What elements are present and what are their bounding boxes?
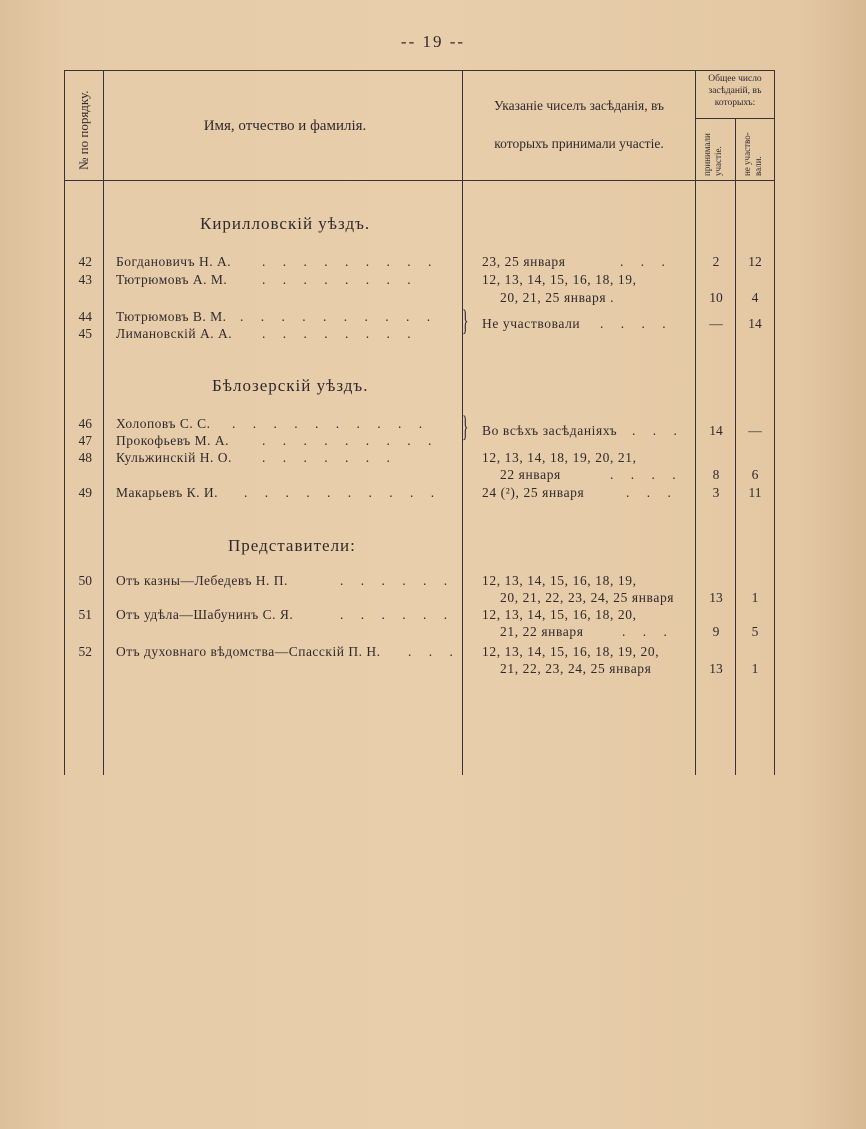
- row-dates-cont: 21, 22 января: [500, 624, 584, 639]
- row-name: Отъ казны—Лебедевъ Н. П.: [116, 573, 288, 588]
- row-name: Богдановичъ Н. А.: [116, 254, 232, 269]
- row-dates-cont: 21, 22, 23, 24, 25 января: [500, 661, 652, 676]
- row-name: Прокофьевъ М. А.: [116, 433, 230, 448]
- group-not-part: 14: [748, 316, 762, 331]
- header-col-total-line2: засѣданій, въ: [708, 86, 762, 96]
- row-number: 49: [78, 485, 92, 500]
- leader-dots: . . . . . . . . . .: [232, 416, 430, 431]
- col-divider-number: [103, 70, 104, 775]
- leader-dots: . . . . . .: [340, 573, 455, 588]
- row-took-part: 2: [712, 254, 720, 269]
- row-number: 44: [78, 309, 92, 324]
- leader-dots: . . .: [620, 254, 672, 269]
- row-not-part: 11: [748, 485, 762, 500]
- row-not-part: 1: [751, 661, 759, 676]
- row-name: Тютрюмовъ А. М.: [116, 272, 228, 287]
- leader-dots: . . . . . . . .: [262, 326, 418, 341]
- row-dates: 24 (²), 25 января: [482, 485, 585, 500]
- header-col-not-part: не участво- вали.: [742, 132, 763, 176]
- row-dates-cont: 20, 21, 25 января .: [500, 290, 615, 305]
- row-name: Отъ духовнаго вѣдомства—Спасскій П. Н.: [116, 644, 381, 659]
- row-took-part: 8: [712, 467, 720, 482]
- row-took-part: 13: [709, 661, 723, 676]
- leader-dots: . . . . . . . . .: [262, 433, 439, 448]
- section-title: Бѣлозерскій уѣздъ.: [212, 376, 369, 395]
- row-number: 43: [78, 272, 92, 287]
- row-dates-cont: 20, 21, 22, 23, 24, 25 января: [500, 590, 675, 605]
- row-not-part: 4: [751, 290, 759, 305]
- header-col-dates-line1: Указаніе чиселъ засѣданія, въ: [493, 98, 665, 113]
- row-number: 47: [78, 433, 92, 448]
- row-took-part: 9: [712, 624, 720, 639]
- row-number: 51: [78, 607, 92, 622]
- section-title: Кирилловскій уѣздъ.: [200, 214, 371, 233]
- row-number: 48: [78, 450, 92, 465]
- row-name: Кульжинскій Н. О.: [116, 450, 232, 465]
- leader-dots: . . . . . . . .: [262, 272, 418, 287]
- row-name: Макарьевъ К. И.: [116, 485, 219, 500]
- row-name: Отъ удѣла—Шабунинъ С. Я.: [116, 607, 294, 622]
- row-dates: 12, 13, 14, 15, 16, 18, 19,: [482, 272, 637, 287]
- row-number: 42: [78, 254, 92, 269]
- group-took-part: 14: [709, 423, 723, 438]
- group-note: Не участвовали: [482, 316, 581, 331]
- header-col-total-line3: которыхъ:: [714, 98, 756, 108]
- header-col-total-line1: Общее число: [708, 74, 762, 84]
- header-col-name: Имя, отчество и фамилія.: [203, 118, 367, 134]
- row-not-part: 1: [751, 590, 759, 605]
- leader-dots: . . .: [622, 624, 674, 639]
- leader-dots: . . . . . . .: [262, 450, 397, 465]
- section-title: Представители:: [228, 536, 356, 555]
- row-dates: 12, 13, 14, 15, 16, 18, 19, 20,: [482, 644, 660, 659]
- header-bottom-rule: [64, 180, 774, 181]
- row-dates: 12, 13, 14, 15, 16, 18, 20,: [482, 607, 637, 622]
- row-dates-cont: 22 января: [500, 467, 561, 482]
- row-number: 46: [78, 416, 92, 431]
- row-number: 45: [78, 326, 92, 341]
- leader-dots: . . . . . . . . .: [262, 254, 439, 269]
- row-name: Тютрюмовъ В. М.: [116, 309, 227, 324]
- table-top-rule: [64, 70, 774, 71]
- row-dates: 12, 13, 14, 18, 19, 20, 21,: [482, 450, 637, 465]
- leader-dots: . . .: [626, 485, 678, 500]
- leader-dots: . . . . . .: [340, 607, 455, 622]
- row-took-part: 3: [712, 485, 720, 500]
- row-dates: 23, 25 января: [482, 254, 566, 269]
- row-took-part: 13: [709, 590, 723, 605]
- row-dates: 12, 13, 14, 15, 16, 18, 19,: [482, 573, 637, 588]
- table-right-rule: [774, 70, 775, 775]
- leader-dots: . . . .: [610, 467, 683, 482]
- group-note: Во всѣхъ засѣданіяхъ: [482, 423, 618, 438]
- row-name: Лимановскій А. А.: [116, 326, 233, 341]
- header-col-took-part: принимали участіе.: [702, 133, 723, 176]
- header-col-dates-line2: которыхъ принимали участіе.: [494, 136, 664, 151]
- row-number: 50: [78, 573, 92, 588]
- row-not-part: 5: [751, 624, 759, 639]
- group-brace: }: [462, 304, 469, 337]
- row-took-part: 10: [709, 290, 723, 305]
- group-took-part: —: [709, 316, 723, 331]
- leader-dots: . . .: [408, 644, 460, 659]
- leader-dots: . . . .: [600, 316, 673, 331]
- row-not-part: 6: [751, 467, 759, 482]
- header-col-number: № по порядку.: [76, 90, 91, 170]
- group-not-part: —: [748, 423, 762, 438]
- leader-dots: . . .: [632, 423, 684, 438]
- row-not-part: 12: [748, 254, 762, 269]
- leader-dots: . . . . . . . . . .: [244, 485, 442, 500]
- leader-dots: . . . . . . . . . .: [240, 309, 438, 324]
- group-brace: }: [462, 410, 469, 443]
- row-name: Холоповъ С. С.: [116, 416, 211, 431]
- row-number: 52: [78, 644, 92, 659]
- page-number: -- 19 --: [400, 32, 466, 51]
